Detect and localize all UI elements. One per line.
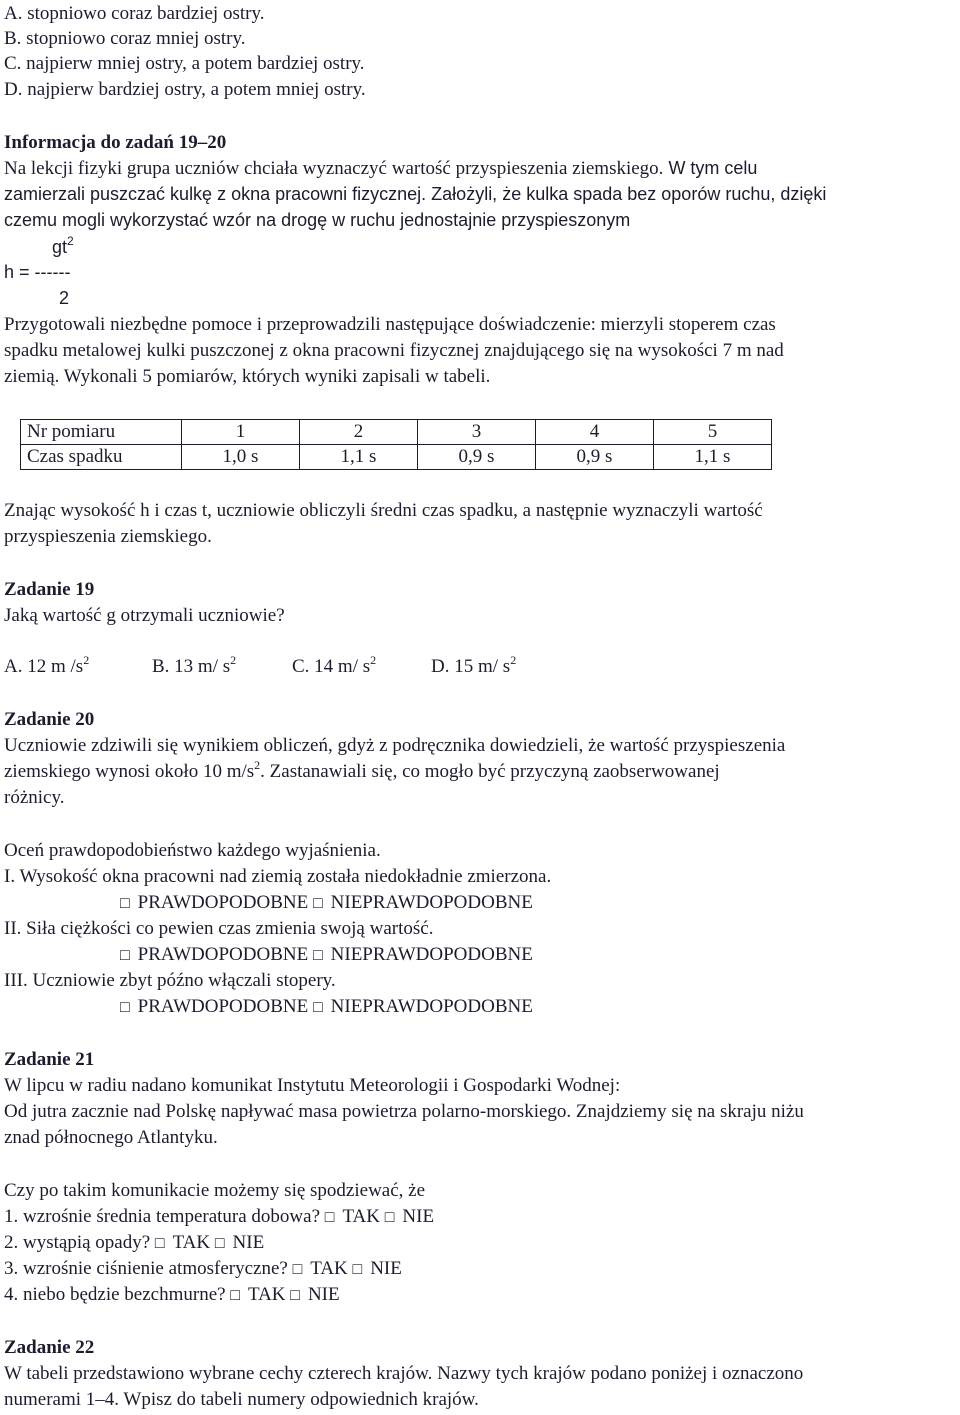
task-21-heading: Zadanie 21 <box>4 1049 95 1070</box>
measurement-table <box>20 419 772 470</box>
prev-option-c: C. najpierw mniej ostry, a potem bardziej ostry. <box>4 53 365 74</box>
checkbox-icon[interactable]: □ <box>324 1209 335 1226</box>
yes-label: TAK <box>342 1206 380 1227</box>
task-20-item-3: III. Uczniowie zbyt późno włączali stopery. <box>4 970 336 991</box>
checkbox-icon[interactable]: □ <box>384 1209 395 1226</box>
table-cell: 5 <box>654 420 772 445</box>
formula-denominator: 2 <box>59 288 70 308</box>
table-cell: 1 <box>182 420 300 445</box>
choice-row[interactable] <box>313 996 533 1017</box>
formula-numerator <box>52 234 74 260</box>
info-line-5: spadku metalowej kulki puszczonej z okna pracowni fizycznej znajdującego się na wysokości 7 m nad <box>4 340 784 361</box>
checkbox-icon[interactable]: □ <box>312 895 323 912</box>
task-21-question: Czy po takim komunikacie możemy się spodziewać, że <box>4 1180 426 1201</box>
task-22-line-1: W tabeli przedstawiono wybrane cechy czterech krajów. Nazwy tych krajów podano poniżej i oznaczono <box>4 1363 804 1384</box>
formula-lhs: h = ------ <box>4 262 71 282</box>
task-22-heading: Zadanie 22 <box>4 1337 95 1358</box>
info-line-2 <box>4 181 826 208</box>
task-20-line-2b: . Zastanawiali się, co mogło być przyczyną zaobserwowanej <box>260 761 720 782</box>
task-20-line-1: Uczniowie zdziwili się wynikiem obliczeń, gdyż z podręcznika dowiedzieli, że wartość przyspieszenia <box>4 735 786 756</box>
task-20-line-3: różnicy. <box>4 787 65 808</box>
choice-row[interactable] <box>120 944 308 965</box>
table-cell: 1,0 s <box>182 445 300 470</box>
yes-label: TAK <box>310 1258 348 1279</box>
item-text: 4. niebo będzie bezchmurne? <box>4 1284 226 1305</box>
info-line-2-rest: Założyli, że kulka spada bez oporów ruchu, dzięki <box>426 184 827 204</box>
checkbox-icon[interactable]: □ <box>214 1235 225 1252</box>
task-20-item-1: I. Wysokość okna pracowni nad ziemią została niedokładnie zmierzona. <box>4 866 552 887</box>
answer-c-exp: 2 <box>370 653 377 667</box>
answer-d[interactable] <box>431 654 516 680</box>
info-line-4: Przygotowali niezbędne pomoce i przeprowadzili następujące doświadczenie: mierzyli stoperem czas <box>4 314 776 335</box>
checkbox-icon[interactable]: □ <box>312 947 323 964</box>
yes-label: TAK <box>172 1232 211 1253</box>
task-20-instruction: Oceń prawdopodobieństwo każdego wyjaśnienia. <box>4 840 381 861</box>
task-19-answers <box>4 654 516 680</box>
answer-c[interactable] <box>292 654 431 680</box>
table-cell: 1,1 s <box>300 445 418 470</box>
table-cell: 4 <box>536 420 654 445</box>
task-19-question: Jaką wartość g otrzymali uczniowie? <box>4 605 285 626</box>
task-20-line-2-exp: 2 <box>254 758 261 772</box>
task-20-line-2a: ziemskiego wynosi około 10 m/s <box>4 761 255 782</box>
after-table-line-1: Znając wysokość h i czas t, uczniowie obliczyli średni czas spadku, a następnie wyznaczyli wartość <box>4 500 763 521</box>
yes-label: TAK <box>247 1284 286 1305</box>
answer-d-exp: 2 <box>510 653 517 667</box>
table-cell: 0,9 s <box>418 445 536 470</box>
task-21-item-1 <box>4 1204 434 1231</box>
task-20-heading: Zadanie 20 <box>4 709 95 730</box>
info-line-1-text: Na lekcji fizyki grupa uczniów chciała wyznaczyć wartość przyspieszenia ziemskiego. <box>4 158 664 179</box>
prev-option-a: A. stopniowo coraz bardziej ostry. <box>4 3 265 24</box>
choice-label: PRAWDOPODOBNE <box>137 944 309 965</box>
checkbox-icon[interactable]: □ <box>352 1261 363 1278</box>
table-cell: 3 <box>418 420 536 445</box>
task-21-line-1: W lipcu w radiu nadano komunikat Instytutu Meteorologii i Gospodarki Wodnej: <box>4 1075 621 1096</box>
prev-option-d: D. najpierw bardziej ostry, a potem mniej ostry. <box>4 79 366 100</box>
table-cell: 1,1 s <box>654 445 772 470</box>
answer-b-exp: 2 <box>230 653 237 667</box>
table-cell: 0,9 s <box>536 445 654 470</box>
choice-label: NIEPRAWDOPODOBNE <box>330 892 533 913</box>
checkbox-icon[interactable]: □ <box>120 895 130 912</box>
formula-num-exp: 2 <box>67 234 74 248</box>
formula-num-text: gt <box>52 237 68 257</box>
table-row <box>21 420 772 445</box>
answer-a-exp: 2 <box>83 653 90 667</box>
no-label: NIE <box>402 1206 435 1227</box>
info-heading: Informacja do zadań 19–20 <box>4 132 227 153</box>
choice-label: NIEPRAWDOPODOBNE <box>330 944 533 965</box>
checkbox-icon[interactable]: □ <box>120 999 130 1016</box>
answer-d-text: D. 15 m/ s <box>431 656 511 677</box>
answer-a-text: A. 12 m /s <box>4 656 84 677</box>
table-cell: 2 <box>300 420 418 445</box>
info-line-3: czemu mogli wykorzystać wzór na drogę w ruchu jednostajnie przyspieszonym <box>4 210 631 230</box>
task-21-item-3 <box>4 1256 402 1283</box>
checkbox-icon[interactable]: □ <box>290 1287 300 1304</box>
task-20-choices-3 <box>120 994 533 1021</box>
item-text: 2. wystąpią opady? <box>4 1232 151 1253</box>
info-line-6: ziemią. Wykonali 5 pomiarów, których wyniki zapisali w tabeli. <box>4 366 491 387</box>
checkbox-icon[interactable]: □ <box>292 1261 303 1278</box>
task-20-line-2 <box>4 759 720 785</box>
checkbox-icon[interactable]: □ <box>154 1235 165 1252</box>
info-line-1 <box>4 155 757 182</box>
prev-option-b: B. stopniowo coraz mniej ostry. <box>4 28 246 49</box>
info-line-1-sans: W tym celu <box>663 158 758 178</box>
task-22-line-2: numerami 1–4. Wpisz do tabeli numery odpowiednich krajów. <box>4 1389 479 1410</box>
answer-a[interactable] <box>4 654 152 680</box>
no-label: NIE <box>370 1258 402 1279</box>
choice-row[interactable] <box>313 944 533 965</box>
answer-b-text: B. 13 m/ s <box>152 656 231 677</box>
answer-b[interactable] <box>152 654 292 680</box>
task-21-item-2 <box>4 1230 264 1257</box>
no-label: NIE <box>232 1232 265 1253</box>
checkbox-icon[interactable]: □ <box>120 947 130 964</box>
item-text: 3. wzrośnie ciśnienie atmosferyczne? <box>4 1258 288 1279</box>
checkbox-icon[interactable]: □ <box>312 999 323 1016</box>
checkbox-icon[interactable]: □ <box>230 1287 240 1304</box>
choice-label: PRAWDOPODOBNE <box>137 892 309 913</box>
after-table-line-2: przyspieszenia ziemskiego. <box>4 526 212 547</box>
task-19-heading: Zadanie 19 <box>4 579 95 600</box>
task-21-item-4 <box>4 1282 340 1309</box>
choice-row[interactable] <box>120 996 308 1017</box>
task-21-line-2: Od jutra zacznie nad Polskę napływać masa powietrza polarno-morskiego. Znajdziemy się na skraju niżu <box>4 1101 804 1122</box>
choice-label: NIEPRAWDOPODOBNE <box>330 996 533 1017</box>
table-header-cell: Czas spadku <box>21 445 182 470</box>
table-row <box>21 445 772 470</box>
item-text: 1. wzrośnie średnia temperatura dobowa? <box>4 1206 321 1227</box>
task-21-line-3: znad północnego Atlantyku. <box>4 1127 218 1148</box>
choice-row[interactable] <box>120 892 308 913</box>
table-header-cell: Nr pomiaru <box>21 420 182 445</box>
answer-c-text: C. 14 m/ s <box>292 656 371 677</box>
no-label: NIE <box>307 1284 340 1305</box>
task-20-choices-2 <box>120 942 533 969</box>
task-20-item-2: II. Siła ciężkości co pewien czas zmienia swoją wartość. <box>4 918 434 939</box>
choice-label: PRAWDOPODOBNE <box>137 996 309 1017</box>
choice-row[interactable] <box>313 892 533 913</box>
info-line-2-sans: zamierzali puszczać kulkę z okna pracowni fizycznej. <box>4 184 427 204</box>
task-20-choices-1 <box>120 890 533 917</box>
